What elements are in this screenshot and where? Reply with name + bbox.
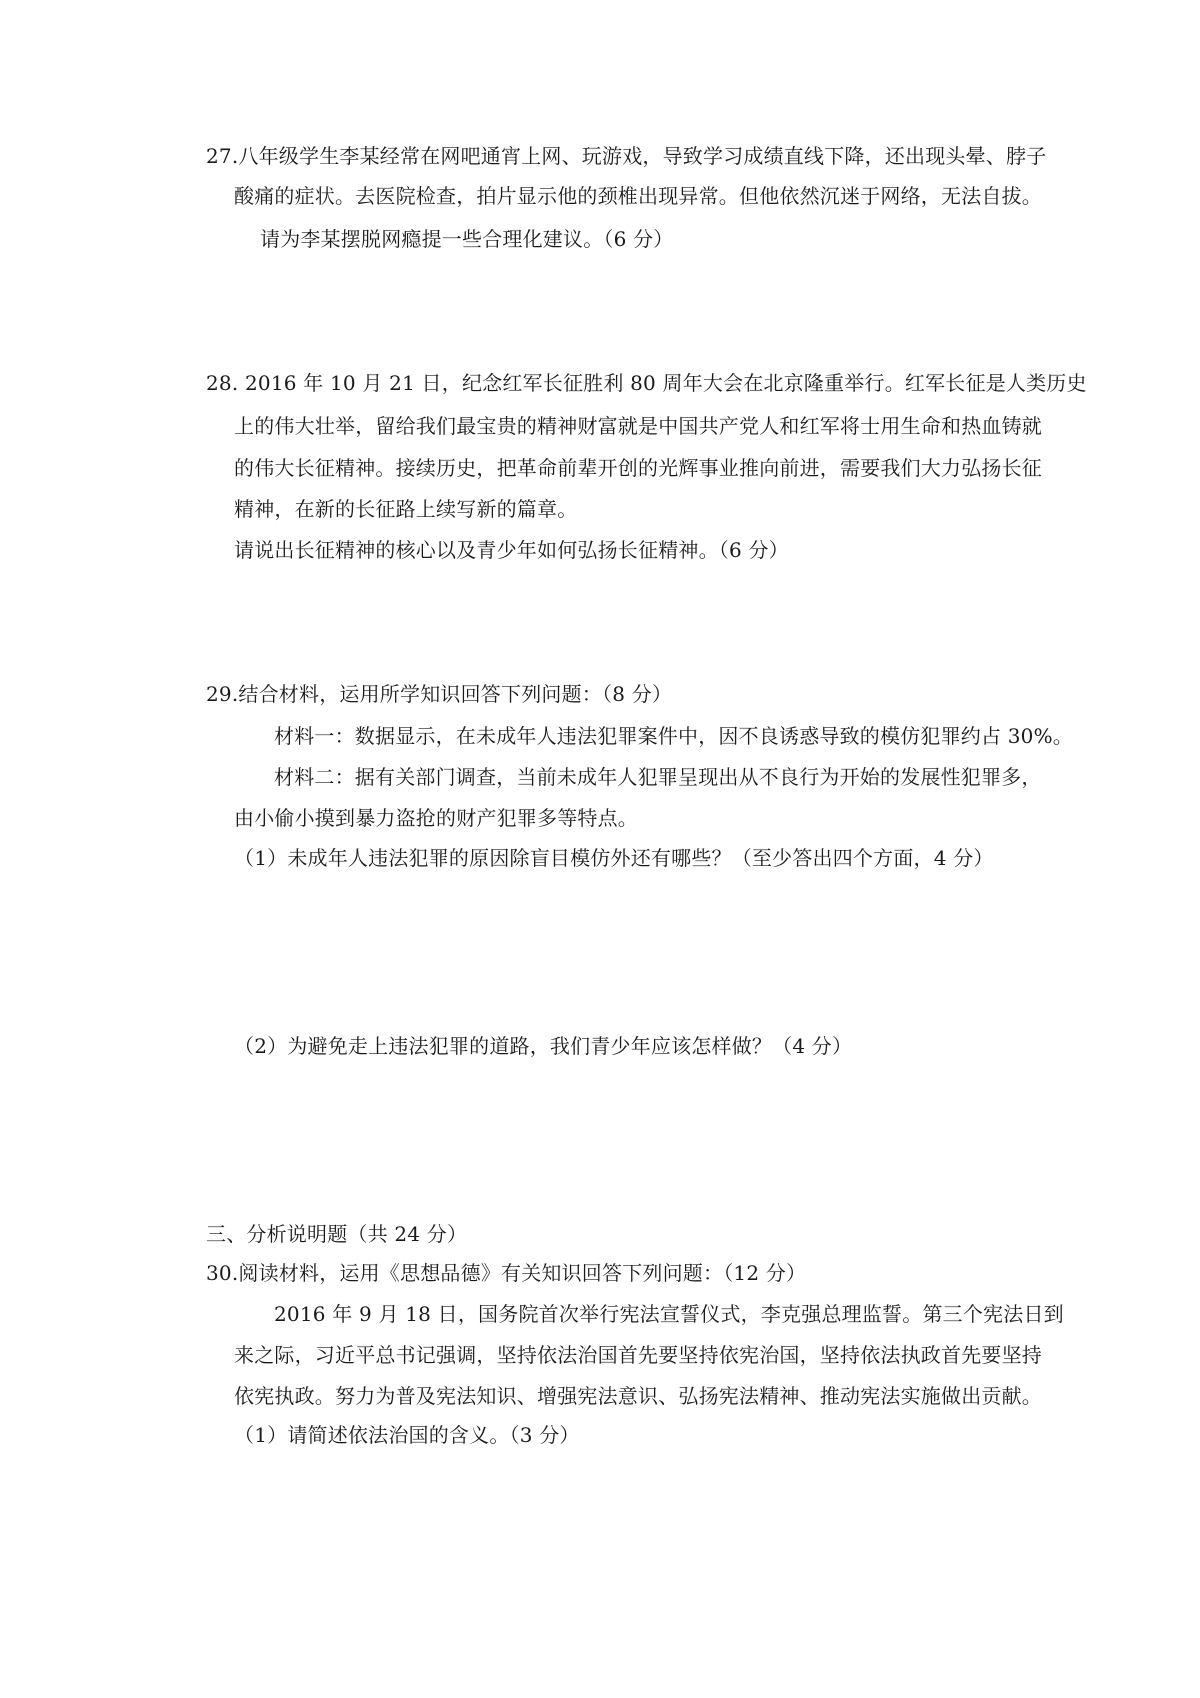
q29-sub-question-1: （1）未成年人违法犯罪的原因除盲目模仿外还有哪些？（至少答出四个方面，4 分） [234,846,994,870]
q29-title: 29.结合材料，运用所学知识回答下列问题：（8 分） [206,682,673,706]
q28-line-3: 的伟大长征精神。接续历史，把革命前辈开创的光辉事业推向前进，需要我们大力弘扬长征 [234,456,1042,480]
q29-material-2-line-2: 由小偷小摸到暴力盗抢的财产犯罪多等特点。 [234,806,638,830]
q27-prompt: 请为李某摆脱网瘾提一些合理化建议。（6 分） [260,227,674,251]
q27-line-2: 酸痛的症状。去医院检查，拍片显示他的颈椎出现异常。但他依然沉迷于网络，无法自拔。 [234,184,1042,208]
section-3-heading: 三、分析说明题（共 24 分） [206,1222,468,1246]
q28-line-2: 上的伟大壮举，留给我们最宝贵的精神财富就是中国共产党人和红军将士用生命和热血铸就 [234,414,1042,438]
q30-line-3: 依宪执政。努力为普及宪法知识、增强宪法意识、弘扬宪法精神、推动宪法实施做出贡献。 [234,1384,1042,1408]
q29-material-1: 材料一：数据显示，在未成年人违法犯罪案件中，因不良诱惑导致的模仿犯罪约占 30%。 [274,724,1074,748]
q28-line-1: 28. 2016 年 10 月 21 日，纪念红军长征胜利 80 周年大会在北京隆重举行。红军长征是人类历史 [206,371,1087,395]
q30-sub-question-1: （1）请简述依法治国的含义。（3 分） [234,1423,580,1447]
q27-line-1: 27.八年级学生李某经常在网吧通宵上网、玩游戏，导致学习成绩直线下降，还出现头晕、脖子 [206,144,1047,168]
q30-title: 30.阅读材料，运用《思想品德》有关知识回答下列问题：（12 分） [206,1261,807,1285]
q29-material-2-line-1: 材料二：据有关部门调查，当前未成年人犯罪呈现出从不良行为开始的发展性犯罪多， [274,765,1042,789]
q29-sub-question-2: （2）为避免走上违法犯罪的道路，我们青少年应该怎样做？（4 分） [234,1034,853,1058]
q28-prompt: 请说出长征精神的核心以及青少年如何弘扬长征精神。（6 分） [234,538,789,562]
q30-line-2: 来之际，习近平总书记强调，坚持依法治国首先要坚持依宪治国，坚持依法执政首先要坚持 [234,1343,1042,1367]
q28-line-4: 精神，在新的长征路上续写新的篇章。 [234,497,578,521]
q30-line-1: 2016 年 9 月 18 日，国务院首次举行宪法宣誓仪式，李克强总理监誓。第三个宪法日到 [274,1302,1064,1326]
